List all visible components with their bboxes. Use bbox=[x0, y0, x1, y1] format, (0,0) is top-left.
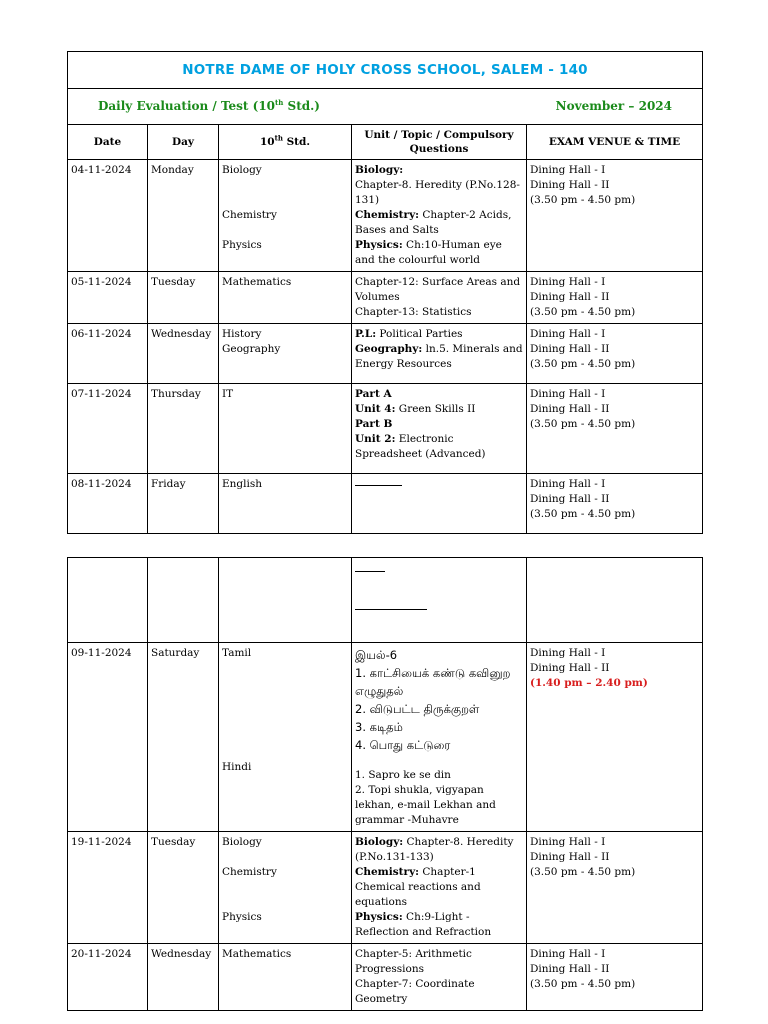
topic-cell: P.L: Political Parties Geography: ln.5. Minerals and Energy Resources bbox=[352, 324, 527, 384]
venue-cell: Dining Hall - I Dining Hall - II (3.50 pm - 4.50 pm) bbox=[527, 832, 703, 944]
highlight-time: (1.40 pm – 2.40 pm) bbox=[530, 677, 648, 689]
date-cell: 20-11-2024 bbox=[68, 944, 148, 1011]
date-cell: 07-11-2024 bbox=[68, 384, 148, 474]
subject-cell: History Geography bbox=[219, 324, 352, 384]
table-row bbox=[68, 324, 703, 384]
date-cell: 05-11-2024 bbox=[68, 272, 148, 324]
day-cell: Thursday bbox=[148, 384, 219, 474]
evaluation-title: Daily Evaluation / Test (10th Std.) bbox=[98, 98, 320, 113]
day-cell: Wednesday bbox=[148, 944, 219, 1011]
subtitle-row bbox=[68, 89, 703, 125]
subject-cell: Biology Chemistry Physics bbox=[219, 832, 352, 944]
month-label: November – 2024 bbox=[555, 99, 673, 113]
topic-cell: Part A Unit 4: Green Skills II Part B Unit 2: Electronic Spreadsheet (Advanced) bbox=[352, 384, 527, 474]
schedule-table-1 bbox=[67, 51, 703, 534]
table-row bbox=[68, 272, 703, 324]
table-row bbox=[68, 474, 703, 534]
venue-cell: Dining Hall - I Dining Hall - II (3.50 pm - 4.50 pm) bbox=[527, 474, 703, 534]
school-title: NOTRE DAME OF HOLY CROSS SCHOOL, SALEM - 140 bbox=[68, 52, 703, 89]
day-cell: Saturday bbox=[148, 643, 219, 832]
subject-cell: English bbox=[219, 474, 352, 534]
subject-cell: Tamil Hindi bbox=[219, 643, 352, 832]
day-cell: Friday bbox=[148, 474, 219, 534]
date-cell: 09-11-2024 bbox=[68, 643, 148, 832]
topic-cell bbox=[352, 558, 527, 643]
date-cell: 04-11-2024 bbox=[68, 160, 148, 272]
table-row bbox=[68, 160, 703, 272]
day-cell: Wednesday bbox=[148, 324, 219, 384]
col-std: 10th Std. bbox=[219, 125, 352, 160]
topic-cell: Biology: Chapter-8. Heredity (P.No.131-133) Chemistry: Chapter-1 Chemical reactions and equations Physics: Ch:9-Light - Reflection and Refraction bbox=[352, 832, 527, 944]
col-day: Day bbox=[148, 125, 219, 160]
topic-cell bbox=[352, 474, 527, 534]
date-cell: 19-11-2024 bbox=[68, 832, 148, 944]
subject-cell: Mathematics bbox=[219, 944, 352, 1011]
subject-cell: Mathematics bbox=[219, 272, 352, 324]
venue-cell: Dining Hall - I Dining Hall - II (3.50 pm - 4.50 pm) bbox=[527, 160, 703, 272]
subject-cell: Biology Chemistry Physics bbox=[219, 160, 352, 272]
schedule-table-2 bbox=[67, 557, 703, 1011]
venue-cell: Dining Hall - I Dining Hall - II (3.50 pm - 4.50 pm) bbox=[527, 324, 703, 384]
venue-cell: Dining Hall - I Dining Hall - II (3.50 pm - 4.50 pm) bbox=[527, 944, 703, 1011]
col-date: Date bbox=[68, 125, 148, 160]
day-cell: Tuesday bbox=[148, 272, 219, 324]
venue-cell: Dining Hall - I Dining Hall - II (1.40 pm – 2.40 pm) bbox=[527, 643, 703, 832]
day-cell: Monday bbox=[148, 160, 219, 272]
blank-line bbox=[355, 608, 427, 610]
date-cell: 08-11-2024 bbox=[68, 474, 148, 534]
col-venue: EXAM VENUE & TIME bbox=[527, 125, 703, 160]
blank-line bbox=[355, 484, 402, 486]
subject-cell: IT bbox=[219, 384, 352, 474]
date-cell: 06-11-2024 bbox=[68, 324, 148, 384]
table-row bbox=[68, 558, 703, 643]
venue-cell: Dining Hall - I Dining Hall - II (3.50 pm - 4.50 pm) bbox=[527, 384, 703, 474]
table-row bbox=[68, 643, 703, 832]
topic-cell: Biology: Chapter-8. Heredity (P.No.128-131) Chemistry: Chapter-2 Acids, Bases and Salts Physics: Ch:10-Human eye and the colourful world bbox=[352, 160, 527, 272]
topic-cell: இயல்-6 1. காட்சியைக் கண்டு கவினுற எழுதுதல் 2. விடுபட்ட திருக்குறள் 3. கடிதம் 4. பொது கட்டுரை 1. Sapro ke se din 2. Topi shukla, vigyapan lekhan, e-mail Lekhan and grammar -Muhavre bbox=[352, 643, 527, 832]
col-unit: Unit / Topic / Compulsory Questions bbox=[352, 125, 527, 160]
header-row bbox=[68, 125, 703, 160]
topic-cell: Chapter-5: Arithmetic Progressions Chapter-7: Coordinate Geometry bbox=[352, 944, 527, 1011]
table-row bbox=[68, 832, 703, 944]
table-row bbox=[68, 944, 703, 1011]
table-row bbox=[68, 384, 703, 474]
venue-cell: Dining Hall - I Dining Hall - II (3.50 pm - 4.50 pm) bbox=[527, 272, 703, 324]
topic-cell: Chapter-12: Surface Areas and Volumes Chapter-13: Statistics bbox=[352, 272, 527, 324]
day-cell: Tuesday bbox=[148, 832, 219, 944]
blank-line bbox=[355, 570, 385, 572]
